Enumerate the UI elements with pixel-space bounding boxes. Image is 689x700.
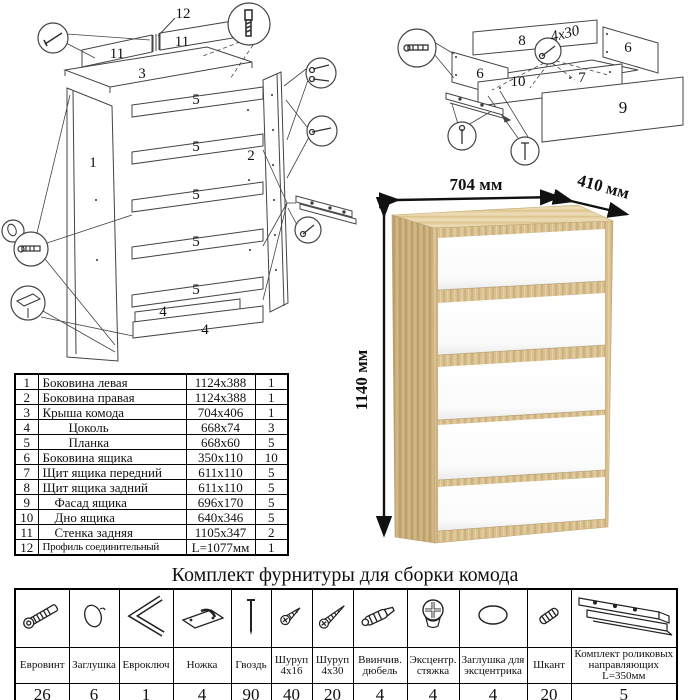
hardware-qty: 4 xyxy=(459,684,527,700)
hardware-label: Ножка xyxy=(173,648,231,684)
hex-key-icon xyxy=(121,590,171,642)
hardware-icon-cell xyxy=(69,589,119,648)
hardware-icon-cell xyxy=(119,589,173,648)
hardware-qty: 6 xyxy=(69,684,119,700)
hardware-labels-row xyxy=(15,648,677,684)
hardware-qty: 4 xyxy=(173,684,231,700)
screw-callout-circle xyxy=(307,116,337,146)
hardware-qty-row xyxy=(15,684,677,700)
hardware-label: Комплект роликовых направляющих L=350мм xyxy=(571,648,677,684)
hardware-label: Евровинт xyxy=(15,648,69,684)
part-num: 5 xyxy=(15,435,38,450)
part-qty: 1 xyxy=(255,374,288,390)
label-top-board: 3 xyxy=(138,66,146,82)
table-row xyxy=(15,450,288,465)
part-name: Профиль соединительный xyxy=(38,540,186,556)
roller-rails-icon xyxy=(573,590,675,642)
part-num: 11 xyxy=(15,525,38,540)
label-right-side: 2 xyxy=(247,148,255,164)
drawer-fronts xyxy=(438,229,605,531)
height-dimension-label: 1140 мм xyxy=(352,349,371,411)
table-row xyxy=(15,465,288,480)
table-row xyxy=(15,390,288,405)
part-name: Щит ящика задний xyxy=(38,480,186,495)
eccentric-cam-icon xyxy=(409,590,457,642)
part-qty: 5 xyxy=(255,480,288,495)
part-size: 668х60 xyxy=(186,435,255,450)
hardware-label: Шуруп 4х30 xyxy=(312,648,353,684)
part-size: 640х346 xyxy=(186,510,255,525)
hardware-label: Заглушка xyxy=(69,648,119,684)
part-name: Боковина правая xyxy=(38,390,186,405)
dresser-render xyxy=(345,168,689,570)
hardware-icon-cell xyxy=(527,589,571,648)
part-num: 12 xyxy=(15,540,38,556)
depth-dimension-label: 410 мм xyxy=(575,170,632,203)
drawer-front xyxy=(438,415,605,480)
label-drawer-front: 7 xyxy=(578,70,586,86)
part-num: 3 xyxy=(15,405,38,420)
part-name: Фасад ящика xyxy=(38,495,186,510)
hardware-icon-cell xyxy=(15,589,69,648)
part-num: 8 xyxy=(15,480,38,495)
part-qty: 3 xyxy=(255,420,288,435)
hardware-qty: 90 xyxy=(231,684,271,700)
hardware-label: Эксцентр. стяжка xyxy=(407,648,459,684)
part-name: Крыша комода xyxy=(38,405,186,420)
table-row xyxy=(15,405,288,420)
hardware-icon-cell xyxy=(312,589,353,648)
hardware-qty: 1 xyxy=(119,684,173,700)
label-profile: 12 xyxy=(175,6,191,22)
part-qty: 1 xyxy=(255,405,288,420)
hardware-label: Ввинчив. дюбель xyxy=(353,648,407,684)
label-plank: 5 xyxy=(192,139,200,155)
part-num: 10 xyxy=(15,510,38,525)
hardware-qty: 5 xyxy=(571,684,677,700)
hardware-label: Гвоздь xyxy=(231,648,271,684)
hardware-icon-cell xyxy=(173,589,231,648)
table-row xyxy=(15,540,288,556)
hardware-label: Евроключ xyxy=(119,648,173,684)
hardware-table xyxy=(14,588,678,700)
label-back-panel: 11 xyxy=(109,46,125,62)
label-plank: 5 xyxy=(192,92,200,108)
wood-dowel-icon xyxy=(529,590,569,642)
part-qty: 10 xyxy=(255,450,288,465)
part-num: 2 xyxy=(15,390,38,405)
hardware-qty: 4 xyxy=(353,684,407,700)
part-qty: 1 xyxy=(255,540,288,556)
drawer-front xyxy=(438,293,605,355)
width-dimension-label: 704 мм xyxy=(449,175,503,194)
cam-cap-icon xyxy=(461,590,525,642)
part-size: 704х406 xyxy=(186,405,255,420)
part-num: 1 xyxy=(15,374,38,390)
part-qty: 5 xyxy=(255,435,288,450)
hardware-icon-cell xyxy=(571,589,677,648)
label-drawer-bottom: 10 xyxy=(510,74,526,90)
table-row xyxy=(15,510,288,525)
part-name: Цоколь xyxy=(38,420,186,435)
part-qty: 5 xyxy=(255,465,288,480)
screw-short-icon xyxy=(273,590,310,642)
label-facade: 9 xyxy=(618,98,628,117)
cap-icon xyxy=(70,590,120,642)
hardware-kit-title: Комплект фурнитуры для сборки комода xyxy=(171,564,519,586)
part-name: Планка xyxy=(38,435,186,450)
part-size: 350х110 xyxy=(186,450,255,465)
dresser-side-face xyxy=(392,215,435,543)
part-name: Боковина левая xyxy=(38,374,186,390)
part-size: L=1077мм xyxy=(186,540,255,556)
table-row xyxy=(15,420,288,435)
label-plank: 5 xyxy=(192,282,200,298)
table-row xyxy=(15,525,288,540)
hardware-icon-cell xyxy=(459,589,527,648)
part-name: Щит ящика передний xyxy=(38,465,186,480)
screw-dowel-icon xyxy=(355,590,405,642)
label-drawer-side: 6 xyxy=(476,66,484,82)
table-row xyxy=(15,374,288,390)
part-size: 1105х347 xyxy=(186,525,255,540)
leg-icon xyxy=(175,590,229,642)
part-num: 9 xyxy=(15,495,38,510)
part-name: Боковина ящика xyxy=(38,450,186,465)
hardware-qty: 40 xyxy=(271,684,312,700)
dresser-body xyxy=(392,205,613,543)
screw-long-icon xyxy=(314,590,351,642)
label-drawer-side: 6 xyxy=(624,40,632,56)
part-qty: 5 xyxy=(255,495,288,510)
table-row xyxy=(15,480,288,495)
hardware-icon-cell xyxy=(271,589,312,648)
part-size: 1124х388 xyxy=(186,374,255,390)
hardware-icon-cell xyxy=(407,589,459,648)
hardware-label: Заглушка для эксцентрика xyxy=(459,648,527,684)
part-name: Дно ящика xyxy=(38,510,186,525)
label-plinth: 4 xyxy=(159,304,167,320)
hardware-icons-row xyxy=(15,589,677,648)
nail-icon xyxy=(233,590,269,642)
hardware-qty: 26 xyxy=(15,684,69,700)
part-size: 611х110 xyxy=(186,465,255,480)
label-back-panel: 11 xyxy=(174,34,190,50)
drawer-front xyxy=(438,229,605,290)
drawer-exploded-diagram xyxy=(370,0,689,168)
parts-table xyxy=(14,373,289,556)
width-dimension-arrow xyxy=(397,197,558,200)
part-name: Стенка задняя xyxy=(38,525,186,540)
part-size: 1124х388 xyxy=(186,390,255,405)
right-side-panel xyxy=(263,72,288,312)
euro-screw-icon xyxy=(17,590,67,642)
drawer-front xyxy=(438,357,605,420)
hardware-qty: 20 xyxy=(527,684,571,700)
hardware-label: Шкант xyxy=(527,648,571,684)
table-row xyxy=(15,495,288,510)
hardware-icon-cell xyxy=(353,589,407,648)
part-num: 6 xyxy=(15,450,38,465)
label-drawer-back: 8 xyxy=(518,33,526,49)
part-size: 611х110 xyxy=(186,480,255,495)
table-row xyxy=(15,435,288,450)
confirmat-screw-icon xyxy=(245,10,252,36)
hardware-qty: 4 xyxy=(407,684,459,700)
label-plank: 5 xyxy=(192,187,200,203)
hardware-icon-cell xyxy=(231,589,271,648)
part-num: 4 xyxy=(15,420,38,435)
hardware-qty: 20 xyxy=(312,684,353,700)
hardware-label: Шуруп 4х16 xyxy=(271,648,312,684)
part-qty: 5 xyxy=(255,510,288,525)
part-num: 7 xyxy=(15,465,38,480)
part-qty: 2 xyxy=(255,525,288,540)
part-size: 696х170 xyxy=(186,495,255,510)
label-screw-note: 4х30 xyxy=(548,22,582,46)
part-size: 668х74 xyxy=(186,420,255,435)
screws-callout-circle xyxy=(306,58,336,88)
cabinet-exploded-diagram xyxy=(0,0,370,372)
euro-screw-icon xyxy=(404,45,428,51)
label-left-side: 1 xyxy=(89,155,97,171)
label-plank: 5 xyxy=(192,234,200,250)
label-plinth: 4 xyxy=(201,322,209,338)
part-qty: 1 xyxy=(255,390,288,405)
